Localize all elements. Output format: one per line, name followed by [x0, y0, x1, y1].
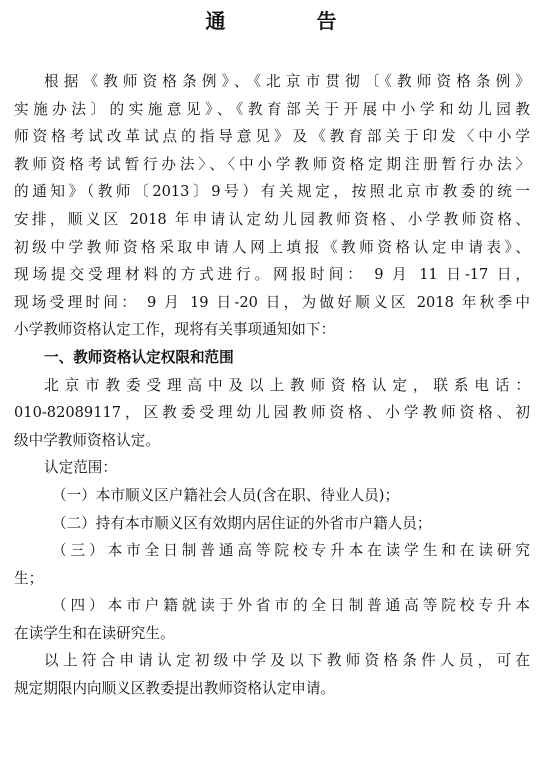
- paragraph-line: 根据《教师资格条例》、《北京市贯彻〔《教师资格条例》: [44, 73, 530, 90]
- section-line: 010-82089117，区教委受理幼儿园教师资格、小学教师资格、初: [14, 404, 530, 422]
- closing-line: 以上符合申请认定初级中学及以下教师资格条件人员，可在: [44, 652, 530, 670]
- paragraph-line: 师资格考试改革试点的指导意见》及《教育部关于印发〈中小学: [14, 128, 530, 146]
- scope-item: （一）本市顺义区户籍社会人员(含在职、待业人员)；: [52, 486, 400, 504]
- notice-title: [0, 6, 543, 36]
- scope-label: 认定范围：: [44, 459, 117, 477]
- scope-item-continuation: 在读学生和在读研究生。: [14, 624, 175, 642]
- section-line: 北京市教委受理高中及以上教师资格认定，联系电话：: [44, 376, 530, 394]
- paragraph-line: 的通知》（教师〔2013〕9号）有关规定，按照北京市教委的统一: [14, 183, 530, 201]
- notice-title-char-2: 告: [316, 9, 338, 33]
- notice-title-char-1: 通: [205, 9, 227, 33]
- scope-item: （四）本市户籍就读于外省市的全日制普通高等院校专升本: [52, 597, 530, 615]
- closing-line: 规定期限内向顺义区教委提出教师资格认定申请。: [14, 680, 336, 698]
- section-line: 级中学教师资格认定。: [14, 431, 160, 449]
- paragraph-line: 实施办法〕的实施意见》、《教育部关于开展中小学和幼儿园教: [14, 100, 530, 118]
- paragraph-line: 安排，顺义区 2018 年申请认定幼儿园教师资格、小学教师资格、: [14, 210, 530, 228]
- section-heading: 一、教师资格认定权限和范围: [44, 348, 234, 366]
- paragraph-line: 小学教师资格认定工作，现将有关事项通知如下：: [14, 321, 336, 339]
- notice-body: [14, 68, 530, 703]
- scope-item: （二）持有本市顺义区有效期内居住证的外省市户籍人员；: [52, 514, 432, 532]
- paragraph-line: 初级中学教师资格采取申请人网上填报《教师资格认定申请表》、: [14, 238, 530, 256]
- paragraph-line: 现场受理时间： 9 月 19 日-20 日，为做好顺义区 2018 年秋季中: [14, 293, 530, 311]
- scope-item-continuation: 生；: [14, 569, 44, 587]
- paragraph-line: 教师资格考试暂行办法〉、〈中小学教师资格定期注册暂行办法〉: [14, 155, 530, 173]
- scope-item: （三）本市全日制普通高等院校专升本在读学生和在读研究: [52, 542, 530, 560]
- paragraph-line: 现场提交受理材料的方式进行。网报时间： 9 月 11 日-17 日，: [14, 266, 530, 284]
